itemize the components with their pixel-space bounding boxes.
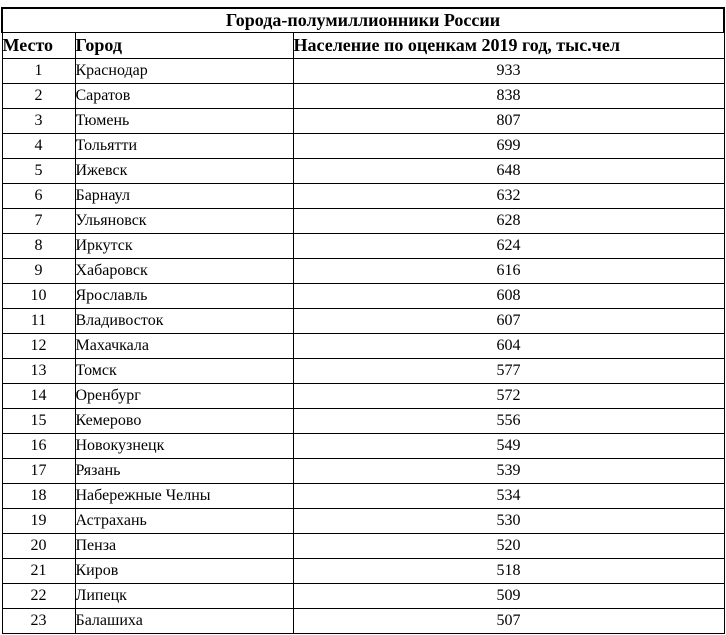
- cell-city[interactable]: Владивосток: [75, 309, 293, 334]
- table-row: [2, 259, 724, 284]
- table-title[interactable]: Города-полумиллионники России: [2, 8, 724, 33]
- cell-city[interactable]: Тюмень: [75, 109, 293, 134]
- cell-rank[interactable]: 23: [2, 609, 75, 634]
- table-header-row: [2, 33, 724, 59]
- cell-population[interactable]: 648: [293, 159, 724, 184]
- table-row: [2, 184, 724, 209]
- cell-population[interactable]: 699: [293, 134, 724, 159]
- cell-population[interactable]: 628: [293, 209, 724, 234]
- cell-rank[interactable]: 15: [2, 409, 75, 434]
- cell-city[interactable]: Тольятти: [75, 134, 293, 159]
- cell-population[interactable]: 604: [293, 334, 724, 359]
- cell-city[interactable]: Хабаровск: [75, 259, 293, 284]
- table-title-row: [2, 8, 724, 33]
- table-row: [2, 459, 724, 484]
- cell-city[interactable]: Астрахань: [75, 509, 293, 534]
- cell-population[interactable]: 632: [293, 184, 724, 209]
- header-population[interactable]: Население по оценкам 2019 год, тыс.чел: [293, 33, 724, 59]
- table-row: [2, 234, 724, 259]
- cell-population[interactable]: 507: [293, 609, 724, 634]
- cell-population[interactable]: 616: [293, 259, 724, 284]
- cell-city[interactable]: Краснодар: [75, 59, 293, 84]
- cell-rank[interactable]: 22: [2, 584, 75, 609]
- table-row: [2, 109, 724, 134]
- table-row: [2, 334, 724, 359]
- cell-city[interactable]: Ижевск: [75, 159, 293, 184]
- cell-population[interactable]: 509: [293, 584, 724, 609]
- cell-city[interactable]: Ярославль: [75, 284, 293, 309]
- header-rank[interactable]: Место: [2, 33, 75, 59]
- cell-city[interactable]: Иркутск: [75, 234, 293, 259]
- cell-city[interactable]: Оренбург: [75, 384, 293, 409]
- cell-rank[interactable]: 3: [2, 109, 75, 134]
- cell-rank[interactable]: 1: [2, 59, 75, 84]
- cell-rank[interactable]: 19: [2, 509, 75, 534]
- cell-rank[interactable]: 10: [2, 284, 75, 309]
- cell-city[interactable]: Киров: [75, 559, 293, 584]
- cell-rank[interactable]: 20: [2, 534, 75, 559]
- cell-city[interactable]: Липецк: [75, 584, 293, 609]
- cell-population[interactable]: 624: [293, 234, 724, 259]
- table-row: [2, 509, 724, 534]
- cell-population[interactable]: 807: [293, 109, 724, 134]
- cell-population[interactable]: 539: [293, 459, 724, 484]
- cell-city[interactable]: Пенза: [75, 534, 293, 559]
- table-row: [2, 409, 724, 434]
- cell-population[interactable]: 933: [293, 59, 724, 84]
- cell-population[interactable]: 518: [293, 559, 724, 584]
- cell-population[interactable]: 608: [293, 284, 724, 309]
- cell-city[interactable]: Ульяновск: [75, 209, 293, 234]
- cell-city[interactable]: Новокузнецк: [75, 434, 293, 459]
- cell-population[interactable]: 549: [293, 434, 724, 459]
- cell-rank[interactable]: 12: [2, 334, 75, 359]
- cell-population[interactable]: 534: [293, 484, 724, 509]
- population-table: [1, 7, 725, 634]
- cell-city[interactable]: Кемерово: [75, 409, 293, 434]
- cell-rank[interactable]: 17: [2, 459, 75, 484]
- cell-population[interactable]: 577: [293, 359, 724, 384]
- cell-rank[interactable]: 13: [2, 359, 75, 384]
- cell-city[interactable]: Барнаул: [75, 184, 293, 209]
- cell-rank[interactable]: 7: [2, 209, 75, 234]
- table-row: [2, 384, 724, 409]
- table-row: [2, 534, 724, 559]
- cell-rank[interactable]: 11: [2, 309, 75, 334]
- cell-population[interactable]: 556: [293, 409, 724, 434]
- cell-rank[interactable]: 4: [2, 134, 75, 159]
- cell-city[interactable]: Рязань: [75, 459, 293, 484]
- table-body: [2, 59, 724, 634]
- cell-city[interactable]: Томск: [75, 359, 293, 384]
- cell-rank[interactable]: 21: [2, 559, 75, 584]
- table-row: [2, 84, 724, 109]
- header-city[interactable]: Город: [75, 33, 293, 59]
- cell-rank[interactable]: 6: [2, 184, 75, 209]
- table-row: [2, 484, 724, 509]
- cell-population[interactable]: 520: [293, 534, 724, 559]
- table-row: [2, 584, 724, 609]
- table-row: [2, 159, 724, 184]
- table-row: [2, 59, 724, 84]
- cell-rank[interactable]: 8: [2, 234, 75, 259]
- cell-city[interactable]: Махачкала: [75, 334, 293, 359]
- cell-rank[interactable]: 18: [2, 484, 75, 509]
- cell-population[interactable]: 572: [293, 384, 724, 409]
- cell-population[interactable]: 530: [293, 509, 724, 534]
- table-row: [2, 309, 724, 334]
- table-row: [2, 359, 724, 384]
- cell-city[interactable]: Набережные Челны: [75, 484, 293, 509]
- cell-rank[interactable]: 9: [2, 259, 75, 284]
- table-row: [2, 284, 724, 309]
- cell-city[interactable]: Балашиха: [75, 609, 293, 634]
- cell-population[interactable]: 838: [293, 84, 724, 109]
- cell-city[interactable]: Саратов: [75, 84, 293, 109]
- cell-rank[interactable]: 16: [2, 434, 75, 459]
- cell-rank[interactable]: 5: [2, 159, 75, 184]
- cell-rank[interactable]: 2: [2, 84, 75, 109]
- table-row: [2, 134, 724, 159]
- table-row: [2, 434, 724, 459]
- cell-rank[interactable]: 14: [2, 384, 75, 409]
- table-row: [2, 559, 724, 584]
- table-row: [2, 609, 724, 634]
- cell-population[interactable]: 607: [293, 309, 724, 334]
- table-row: [2, 209, 724, 234]
